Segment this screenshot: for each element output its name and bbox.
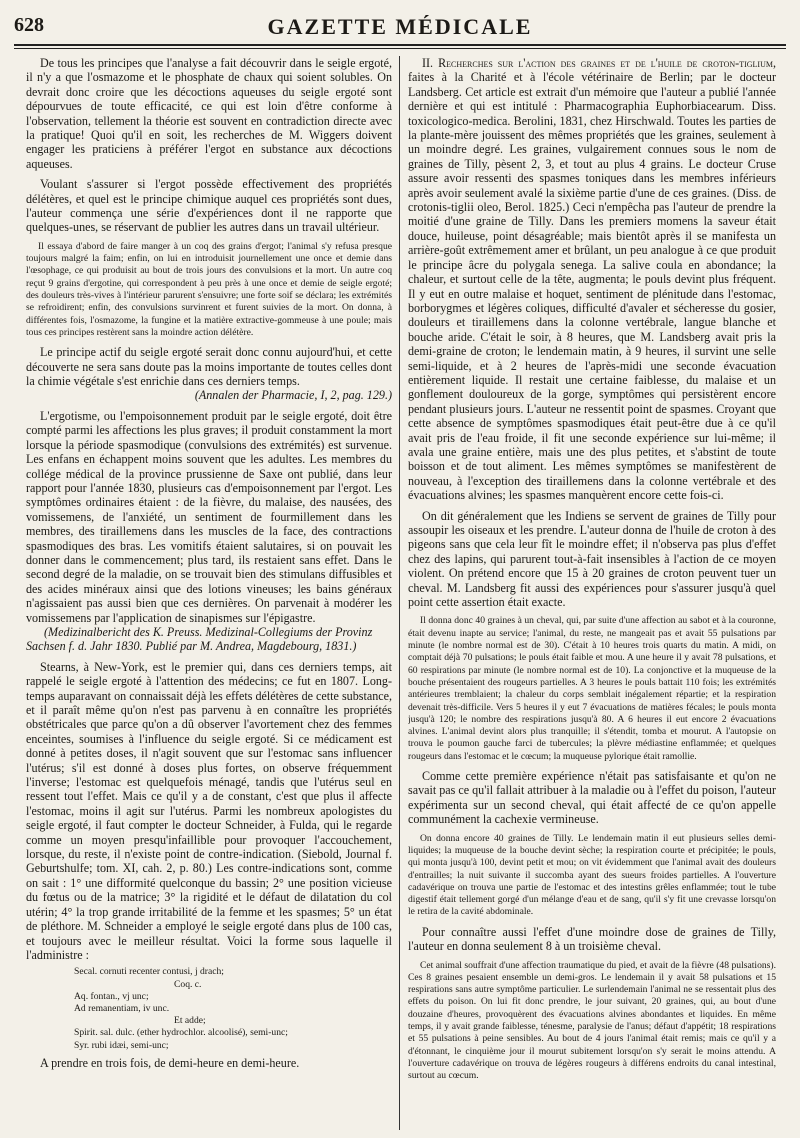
section-number: II. (422, 56, 434, 70)
paragraph: Pour connaître aussi l'effet d'une moindre dose de graines de Tilly, l'auteur en donna seulement 8 à un troisième cheval. (408, 924, 776, 954)
section-intro: faites à la Charité et à l'école vétérinaire de Berlin; par le docteur Landsberg. Cet article est extrait d'un mémoire que l'auteur a publié l'année dernière et qui est intitulé : Pharmacographia Euphorbiacearum. Diss. toxicologico-medica. Berolini, 1831, chez Hirschwald. Toutes les parties de la plante-mère jouissent des mêmes propriétés que les graines, seulement à un moindre degré. Les graines, vulgairement connues sous le nom de graines de Tilly, pèsent 2, 3, et tout au plus 4 grains. Le docteur Cruse assure avoir ressenti des spasmes toniques dans les membres inférieurs après avoir seulement avalé la sixième partie d'une de ces graines. (Diss. de crotonis-tiglii oleo, Berol. 1825.) Ceci n'empêcha pas l'auteur de prendre la moitié d'une graine de Tilly. Dans les premiers momens la saveur était douce, huileuse, point désagréable; mais bientôt après il se manifesta un arrière-goût extrêmement amer et brûlant, un peu analogue à ce que produit le principe âcre du polygala senega. La salive coula en abondance; la chaleur, et surtout celle de la tête, augmenta; le pouls devint plus fréquent. Il y eut en outre malaise et hoquet, sentiment de plénitude dans l'estomac, borborygmes et légères coliques, difficulté d'avaler et sécheresse du gosier, douleurs et tiraillemens dans la colonne vertébrale, langue blanche et bouche aride. C'était le soir, à 8 heures, que M. Landsberg avait pris la demi-graine de croton; le lendemain matin, à 9 heures, il survint une selle semi-liquide, et à 2 heures de l'après-midi une seconde évacuation entièrement liquide. Il restait une certaine faiblesse, du malaise et un gonflement douloureux de la gorge, symptômes qui persistèrent encore pendant plusieurs jours. L'auteur ne ressentit point de spasmes. Croyant que cette absence de symptômes spasmodiques était peut-être due à ce qu'il avait pris de l'eau froide, il fit une seconde expérience sur lui-même; il avala une graine entière, mais une des plus petites, et s'abstint de toute boisson et de tout aliment. Les mêmes symptômes se manifestèrent de nouveau, à l'exception des tiraillemens dans la colonne vertébrale et des évacuations alvines; les spasmes manquèrent encore cette fois-ci. (408, 70, 776, 503)
citation (26, 625, 392, 654)
journal-title: GAZETTE MÉDICALE (267, 14, 533, 39)
column-divider (399, 56, 400, 1130)
small-paragraph: Il essaya d'abord de faire manger à un coq des grains d'ergot; l'animal s'y refusa presque toujours malgré la faim; enfin, on lui en introduisit journellement une once et demie dans l'œsophage, ce qui produisit au bout de trois jours des convulsions et la mort. Un autre coq reçut 9 grains d'ergotine, qui correspondent à peu près à une once et demie de seigle ergoté; des douleurs très-vives à l'intérieur parurent s'ensuivre; une forte soif se déclara; les extrémités se refroidirent; enfin, des convulsions survinrent et furent suivies de la mort. On donna, à différentes fois, l'osmazome, la fungine et la matière extractive-gommeuse à une poule; mais tous ces principes restèrent sans la moindre action délétère. (26, 240, 392, 338)
prescription-line: Aq. fontan., vj unc; (74, 990, 149, 1002)
header-rule (14, 44, 786, 49)
prescription-line: Secal. cornuti recenter contusi, j drach; (74, 966, 224, 978)
prescription-line: Et adde; (174, 1015, 206, 1027)
paragraph: A prendre en trois fois, de demi-heure en demi-heure. (40, 1055, 300, 1070)
right-column (408, 56, 776, 1130)
paragraph: Comme cette première expérience n'était pas satisfaisante et qu'on ne savait pas ce qu'il fallait attribuer à la maladie ou à l'effet du poison, l'auteur expérimenta sur un second cheval, qui était affecté de ce qu'on appelle communément la cachexie vermineuse. (408, 769, 776, 827)
small-paragraph: On donna encore 40 graines de Tilly. Le lendemain matin il eut plusieurs selles demi-liquides; la muqueuse de la bouche devint sèche; la respiration courte et précipitée; le pouls, qui monta jusqu'à 100, devint petit et mou; on vit évidemment que l'animal avait des douleurs d'entrailles; la nuit suivante il succomba ayant des sueurs froides partielles. A l'ouverture cadavérique on trouva une partie de l'estomac et des intestins grêles enflammée; tout le tube digestif était tellement gorgé d'un mélange d'eau et de sang, qu'il s'y fit une crevasse lorsqu'on le retira de la cavité abdominale. (408, 832, 776, 918)
paragraph: Stearns, à New-York, est le premier qui, dans ces derniers temps, ait rappelé le seigle ergoté à l'attention des médecins; ce fut en 1807. Long-temps auparavant on connaissait déjà les effets délétères de cette substance, et il paraît même qu'on n'est pas parvenu à en connaître les propriétés obstétricales que parce qu'on a dû observer l'avortement chez des femmes enceintes, soumises à l'influence du seigle ergoté. Si ce médicament est donné à petites doses, il n'agit souvent que sur l'estomac sans influencer l'utérus; s'il est donné à doses plus fortes, on observe fréquemment l'inverse; l'estomac est quelquefois ménagé, tandis que l'utérus seul en ressent tout l'effet. Mais ce qu'il y a de constant, c'est que plus il affecte l'estomac, moins il agit sur l'utérus. Parmi les nombreux apologistes du seigle ergoté, il faut compter le docteur Schneider, à Fulda, qui le regarde comme un moyen presqu'infaillible pour provoquer l'accouchement, lorsque, du reste, il n'existe point de contre-indication. (Siebold, Journal f. Geburtshulfe; tom. XI, cah. 2, p. 80.) Les contre-indications sont, comme on sait : 1° une difformité quelconque du bassin; 2° une position vicieuse du fœtus ou de la matrice; 3° la rigidité et le défaut de dilatation du col utérin; 4° la trop grande irritabilité de la femme et les spasmes; 5° un état de pléthore. M. Schneider a employé le seigle ergoté dans plus de 100 cas, et toujours avec le meilleur résultat. Voici la forme sous laquelle il l'administre : (26, 659, 392, 962)
paragraph: De tous les principes que l'analyse a fait découvrir dans le seigle ergoté, il n'y a que l'osmazome et le phosphate de chaux qui soient solubles. On devrait donc croire que les décoctions aqueuses du seigle ergoté sont dépourvues de toute efficacité, ce qui est loin d'être conforme à l'observation, tellement la théorie est souvent en contradiction directe avec la pratique! Quoi qu'il en soit, les recherches de M. Wiggers doivent engager les praticiens à préférer l'ergot en substance aux décoctions aqueuses. (26, 56, 392, 171)
paragraph: Le principe actif du seigle ergoté serait donc connu aujourd'hui, et cette découverte ne sera sans doute pas la moins importante de toutes celles dont la chimie végétale s'est enrichie dans ces derniers temps. (26, 345, 392, 389)
small-paragraph: Il donna donc 40 graines à un cheval, qui, par suite d'une affection au sabot et à la couronne, était devenu inapte au service; l'animal, du reste, ne mangeait pas et avait 55 pulsations par minute (le nombre normal est de 30). C'était à 10 heures trois quarts du matin. A midi, on comptait déjà 70 pulsations; le pouls était faible et mou. A une heure il y avait 78 pulsations, et 60 respirations par minute (le nombre normal est de 10). La conjonctive et la muqueuse de la bouche présentaient des rougeurs partielles. A 3 heures le pouls battait 110 fois; les extrémités antérieures tremblaient; la chaleur du corps semblait inégalement répartie; et la respiration devenait très-difficile. Vers 5 heures il y eut 7 évacuations de matières fécales; le pouls monta jusqu'à 120; le nombre des respirations jusqu'à 80. A 6 heures il eut encore 2 évacuations alvines. L'animal devint alors plus tranquille; il s'étendit, tomba et mourut. A l'autopsie on trouva le poumon gauche farci de tubercules; la plèvre médiastine enflammée; et quelques rougeurs dans l'estomac et le cœcum; la muqueuse pylorique était ramollie. (408, 615, 776, 762)
section-heading (408, 56, 776, 503)
prescription-line: Syr. rubi idæi, semi-unc; (74, 1039, 169, 1051)
paragraph: L'ergotisme, ou l'empoisonnement produit par le seigle ergoté, doit être compté parmi les affections les plus graves; il produit constamment la mort lorsque la période spasmodique (convulsions des extrémités) est survenue. Les enfans en échappent moins souvent que les adultes. Les membres du collége médical de la province prussienne de Saxe ont publié, dans leur rapport pour l'année 1830, plusieurs cas d'empoisonnement par l'ergot. Les symptômes ordinaires étaient : de la fièvre, du malaise, des nausées, des vomissemens, de l'anxiété, un sentiment de fourmillement dans les membres, des tiraillemens dans les muscles de la face, des contractions spasmodiques des bras. Les vomitifs étaient salutaires, si on pouvait les donner dans le commencement; plus tard, ils restaient sans effet. Dans le second degré de la maladie, on se trouvait bien des stimulans diffusibles et des acides minéraux ainsi que des lotions vineuses; les bains généraux n'agissaient pas aussi bien que ces dernières. On parvenait à modérer les vomissemens par l'application de sinapismes sur l'épigastre. (26, 408, 392, 625)
small-paragraph: Cet animal souffrait d'une affection traumatique du pied, et avait de la fièvre (48 pulsations). Ces 8 graines pesaient ensemble un demi-gros. Le lendemain il y avait 58 pulsations et 15 respirations sans autre symptôme particulier. Le surlendemain l'animal ne se ressentait plus des effets du poison. On lui fit donc prendre, le jour suivant, 20 graines, qui, au bout d'une douzaine d'heures, provoquèrent des évacuations alvines abondantes et liquides. En même temps, il y avait grande faiblesse, ténesme, paralysie de l'anus; défaut d'appétit; 18 respirations et 55 pulsations à peine sensibles. Au bout de 4 jours l'animal était remis; mais ce qu'il y a d'étonnant, le cinquième jour il mourut subitement lorsqu'on s'y serait le moins attendu. A l'ouverture cadavérique on trouva de légères rougeurs à différens endroits du canal intestinal, surtout au cœcum. (408, 959, 776, 1082)
section-title: Recherches sur l'action des graines et de l'huile de croton-tiglium, (438, 56, 776, 70)
page-number: 628 (14, 14, 44, 36)
paragraph: Voulant s'assurer si l'ergot possède effectivement des propriétés délétères, et quel est le principe chimique auquel ces propriétés sont dues, l'auteur commença une série d'expériences dont il ne rapporte que quelques-unes, se réservant de publier les autres dans un travail ultérieur. (26, 177, 392, 235)
left-column (26, 56, 392, 1130)
citation-text: (Medizinalbericht des K. Preuss. Medizinal-Collegiums der Provinz Sachsen f. d. Jahr 1830. Publié par M. Andrea, Magdebourg, 1831.) (26, 624, 373, 654)
prescription-line: Spirit. sal. dulc. (ether hydrochlor. alcoolisé), semi-unc; (74, 1027, 288, 1039)
prescription-line: Coq. c. (174, 978, 202, 990)
paragraph: On dit généralement que les Indiens se servent de graines de Tilly pour assoupir les oiseaux et les prendre. L'auteur donna de l'huile de croton à des pigeons sans que cela leur fît le moindre effet; il n'observa pas plus d'effet chez des lapins, qui parurent tout-à-fait insensibles à l'action de ce moyen violent. On prétend encore que 15 à 20 graines de croton peuvent tuer un cheval. M. Landsberg fit aussi des expériences pour s'assurer jusqu'à quel point cette assertion était exacte. (408, 508, 776, 610)
prescription-line: Ad remanentiam, iv unc. (74, 1002, 170, 1014)
citation: (Annalen der Pharmacie, I, 2, pag. 129.) (194, 388, 392, 403)
